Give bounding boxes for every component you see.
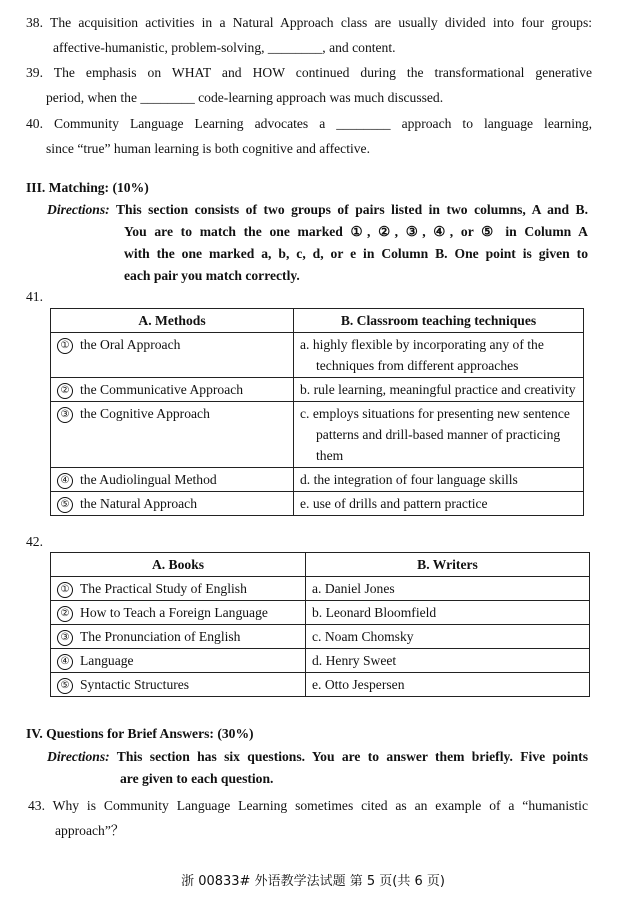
- table-row: ① The Practical Study of English a. Daniel Jones: [51, 577, 590, 601]
- column-b-header: B. Classroom teaching techniques: [294, 309, 584, 333]
- table-row: ② How to Teach a Foreign Language b. Leonard Bloomfield: [51, 601, 590, 625]
- question-line-2: period, when the ________ code-learning approach was much discussed.: [46, 90, 444, 105]
- page-footer: 浙 00833# 外语教学法试题 第 5 页(共 6 页): [181, 874, 445, 889]
- question-line-1: The emphasis on WHAT and HOW continued during the transformational generative: [53, 65, 592, 80]
- question-43: [28, 793, 588, 843]
- books-matching-table: [50, 552, 590, 697]
- circled-number: ②: [57, 606, 73, 622]
- methods-matching-table: [50, 308, 584, 516]
- table-header-row: [51, 553, 590, 577]
- section-4-directions-cont: are given to each question.: [120, 771, 274, 786]
- table-row: ④ the Audiolingual Method d. the integration of four language skills: [51, 468, 584, 492]
- question-38: [26, 10, 592, 60]
- question-41-number: 41.: [26, 289, 43, 304]
- section-3-directions: Directions: This section consists of two groups of pairs listed in two columns, A and B.: [47, 202, 588, 217]
- section-3-title: III. Matching: (10%): [26, 180, 149, 195]
- column-a-header: A. Books: [51, 553, 306, 577]
- question-line-2: since “true” human learning is both cognitive and affective.: [46, 141, 370, 156]
- section-3-directions-cont: You are to match the one marked ①, ②, ③, ④, or ⑤ in Column A with the one marked a, b, c, d, or e in Column B. One point is given to each pair you match correctly.: [124, 224, 588, 283]
- table-row: ③ the Cognitive Approach c. employs situations for presenting new sentence patterns and drill-based manner of practicing them: [51, 402, 584, 468]
- question-line-1: Why is Community Language Learning sometimes cited as an example of a “humanistic: [52, 798, 588, 813]
- table-row: ② the Communicative Approach b. rule learning, meaningful practice and creativity: [51, 378, 584, 402]
- circled-number: ④: [57, 473, 73, 489]
- table-row: ⑤ the Natural Approach e. use of drills and pattern practice: [51, 492, 584, 516]
- table-row: ④ Language d. Henry Sweet: [51, 649, 590, 673]
- table-row: ③ The Pronunciation of English c. Noam Chomsky: [51, 625, 590, 649]
- circled-number: ④: [57, 654, 73, 670]
- question-number: 40.: [26, 116, 43, 131]
- question-line-1: Community Language Learning advocates a ________ approach to language learning,: [54, 116, 592, 131]
- circled-number: ⑤: [57, 678, 73, 694]
- circled-number: ⑤: [57, 497, 73, 513]
- column-b-header: B. Writers: [306, 553, 590, 577]
- table-row: ⑤ Syntactic Structures e. Otto Jespersen: [51, 673, 590, 697]
- section-4-directions: Directions: This section has six questions. You are to answer them briefly. Five points: [47, 749, 588, 764]
- circled-number: ①: [57, 338, 73, 354]
- circled-number: ③: [57, 630, 73, 646]
- question-number: 39.: [26, 65, 43, 80]
- question-line-2: affective-humanistic, problem-solving, ________, and content.: [53, 40, 396, 55]
- question-number: 43.: [28, 798, 45, 813]
- question-40: [26, 111, 592, 161]
- directions-label: Directions:: [47, 202, 110, 217]
- table-header-row: [51, 309, 584, 333]
- question-number: 38.: [26, 15, 43, 30]
- question-line-2: approach”？: [55, 823, 125, 838]
- question-39: [26, 60, 592, 110]
- section-4-title: IV. Questions for Brief Answers: (30%): [26, 726, 254, 741]
- circled-number: ②: [57, 383, 73, 399]
- table-row: ① the Oral Approach a. highly flexible by incorporating any of the techniques from different approaches: [51, 333, 584, 378]
- circled-number: ①: [57, 582, 73, 598]
- column-a-header: A. Methods: [51, 309, 294, 333]
- question-42-number: 42.: [26, 534, 43, 549]
- question-line-1: The acquisition activities in a Natural Approach class are usually divided into four groups:: [50, 15, 593, 30]
- circled-number: ③: [57, 407, 73, 423]
- directions-label: Directions:: [47, 749, 110, 764]
